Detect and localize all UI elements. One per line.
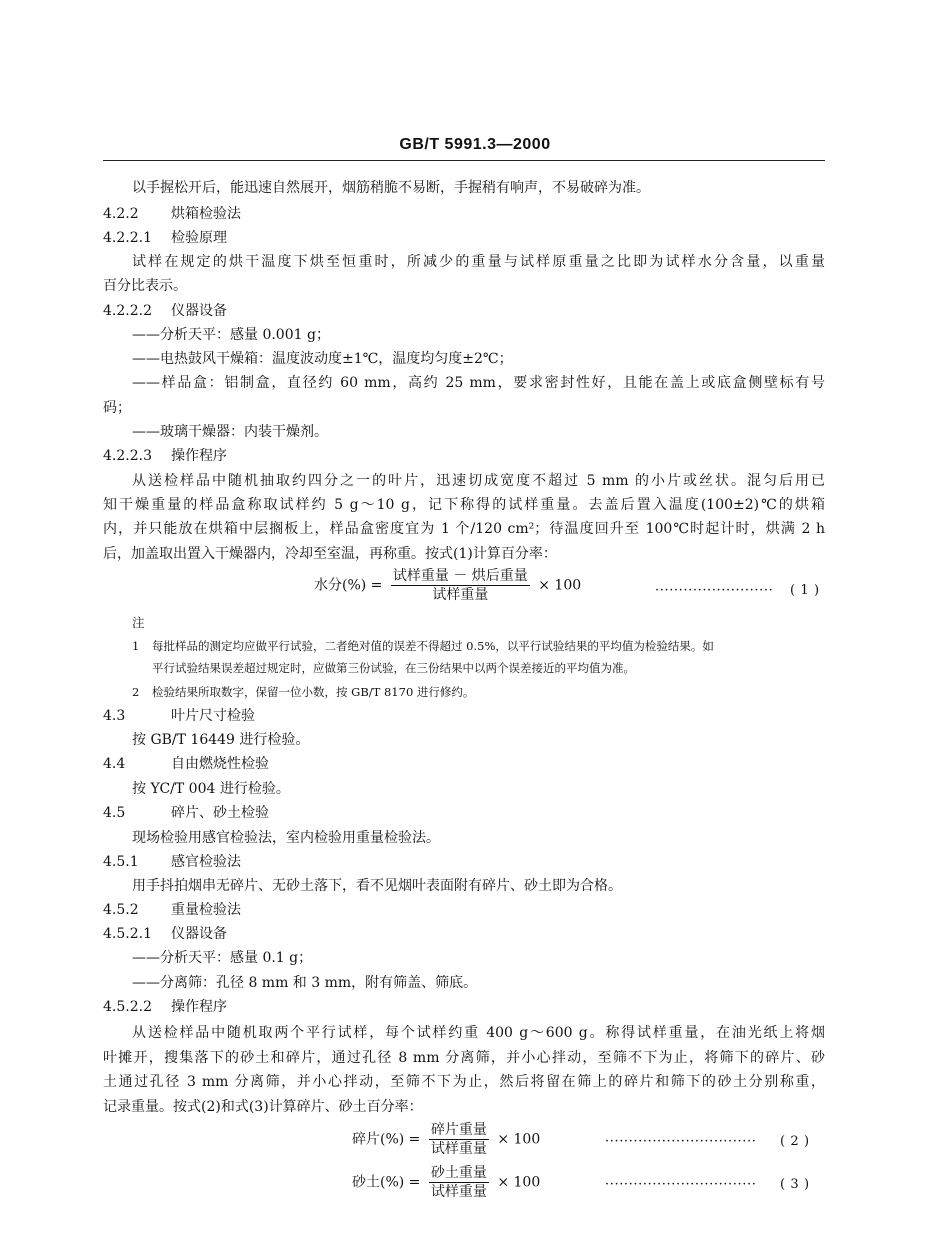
paragraph-line: 以手握松开后，能迅速自然展开，烟筋稍脆不易断，手握稍有响声，不易破碎为准。: [132, 180, 650, 196]
formula-label: ( 3 ): [780, 1177, 810, 1192]
section-heading: [103, 707, 825, 725]
note-title: 注: [132, 615, 145, 630]
paragraph-line: 按 GB/T 16449 进行检验。: [132, 732, 310, 748]
section-heading: [103, 755, 825, 773]
section-title: 操作程序: [171, 999, 227, 1015]
section-title: 检验原理: [171, 230, 227, 246]
list-item: ——电热鼓风干燥箱：温度波动度±1℃，温度均匀度±2℃；: [132, 351, 513, 367]
section-heading: [103, 853, 825, 871]
section-title: 仪器设备: [171, 926, 227, 942]
paragraph-line: 从送检样品中随机取两个平行试样，每个试样约重 400 g～600 g。称得试样重量，在油光纸上将烟: [132, 1025, 825, 1041]
paragraph-line: 按 YC/T 004 进行检验。: [132, 781, 290, 797]
paragraph-line: 土通过孔径 3 mm 分离筛，并小心拌动，至筛不下为止，然后将留在筛上的碎片和筛下的砂土分别称重，: [103, 1074, 825, 1090]
list-item: ——分析天平：感量 0.1 g；: [132, 950, 313, 966]
formula-numerator: 砂土重量: [430, 1165, 487, 1181]
section-title: 仪器设备: [171, 303, 227, 319]
section-heading: [103, 302, 825, 320]
section-heading: [103, 998, 825, 1016]
formula-denominator: 试样重量: [430, 1184, 487, 1200]
formula-label: ( 2 ): [780, 1134, 810, 1149]
section-number: 4.3: [103, 708, 126, 724]
list-item-continuation: 码；: [103, 400, 131, 416]
formula-denominator: 试样重量: [432, 587, 489, 603]
section-title: 感官检验法: [171, 854, 241, 870]
formula-fraction: [429, 1122, 489, 1157]
list-item: ——玻璃干燥器：内装干燥剂。: [132, 424, 328, 440]
note-number: 2: [132, 685, 140, 699]
section-number: 4.5: [103, 805, 126, 821]
formula-leader-dots: ·························: [655, 583, 774, 598]
formula-leader-dots: ································: [605, 1134, 757, 1149]
formula-2: [352, 1122, 540, 1157]
header-rule: [103, 160, 825, 161]
paragraph-line: 叶摊开，搜集落下的砂土和碎片，通过孔径 8 mm 分离筛，并小心拌动，至筛不下为止，将筛下的碎片、砂: [103, 1050, 825, 1066]
paragraph-line: 百分比表示。: [103, 278, 187, 294]
formula-1: [314, 568, 581, 603]
section-heading: [103, 229, 825, 247]
section-heading: [103, 925, 825, 943]
formula-leader-dots: ································: [605, 1177, 757, 1192]
formula-label: ( 1 ): [790, 583, 820, 598]
section-heading: [103, 804, 825, 822]
formula-denominator: 试样重量: [430, 1141, 487, 1157]
section-number: 4.2.2.1: [103, 230, 152, 246]
section-title: 碎片、砂土检验: [171, 805, 269, 821]
formula-numerator: 碎片重量: [430, 1122, 487, 1138]
paragraph-line: 从送检样品中随机抽取约四分之一的叶片，迅速切成宽度不超过 5 mm 的小片或丝状。混匀后用已: [132, 473, 825, 489]
page-header: GB/T 5991.3—2000: [399, 136, 551, 153]
section-title: 操作程序: [171, 448, 227, 464]
paragraph-line: 后，加盖取出置入干燥器内，冷却至室温，再称重。按式(1)计算百分率：: [103, 546, 557, 562]
section-number: 4.5.1: [103, 854, 139, 870]
section-heading: [103, 447, 825, 465]
section-heading: [103, 205, 825, 223]
paragraph-line: 用手抖拍烟串无碎片、无砂土落下，看不见烟叶表面附有碎片、砂土即为合格。: [132, 878, 622, 894]
formula-factor: × 100: [497, 1174, 541, 1191]
section-title: 叶片尺寸检验: [171, 708, 255, 724]
paragraph-line: 记录重量。按式(2)和式(3)计算碎片、砂土百分率：: [103, 1099, 423, 1115]
formula-factor: × 100: [538, 577, 582, 594]
note-text: 检验结果所取数字，保留一位小数，按 GB/T 8170 进行修约。: [152, 685, 475, 699]
section-number: 4.2.2.3: [103, 448, 152, 464]
note-text: 每批样品的测定均应做平行试验，二者绝对值的误差不得超过 0.5%，以平行试验结果的平均值为检验结果。如: [152, 639, 714, 653]
formula-lhs: 砂土(%) =: [352, 1174, 421, 1191]
section-heading: [103, 901, 825, 919]
section-number: 4.2.2: [103, 206, 139, 222]
paragraph-line: 试样在规定的烘干温度下烘至恒重时，所减少的重量与试样原重量之比即为试样水分含量，以重量: [132, 254, 825, 270]
note-number: 1: [132, 639, 140, 653]
paragraph-line: 内，并只能放在烘箱中层搁板上，样品盒密度宜为 1 个/120 cm²；待温度回升至 100℃时起计时，烘满 2 h: [103, 521, 825, 537]
list-item: ——分离筛：孔径 8 mm 和 3 mm，附有筛盖、筛底。: [132, 975, 478, 991]
formula-fraction: [429, 1165, 489, 1200]
section-number: 4.4: [103, 756, 126, 772]
formula-numerator: 试样重量 － 烘后重量: [392, 568, 528, 584]
paragraph-line: 现场检验用感官检验法，室内检验用重量检验法。: [132, 830, 440, 846]
section-number: 4.2.2.2: [103, 303, 152, 319]
list-item: ——样品盒：铝制盒，直径约 60 mm，高约 25 mm，要求密封性好，且能在盖上或底盒侧壁标有号: [132, 375, 825, 391]
section-title: 烘箱检验法: [171, 206, 241, 222]
list-item: ——分析天平：感量 0.001 g；: [132, 327, 330, 343]
section-title: 重量检验法: [171, 902, 241, 918]
section-number: 4.5.2.2: [103, 999, 152, 1015]
paragraph-line: 知干燥重量的样品盒称取试样约 5 g～10 g，记下称得的试样重量。去盖后置入温度(100±2)℃的烘箱: [103, 497, 825, 513]
section-number: 4.5.2: [103, 902, 139, 918]
formula-factor: × 100: [497, 1131, 541, 1148]
formula-lhs: 水分(%) =: [314, 577, 383, 594]
note-text: 平行试验结果误差超过规定时，应做第三份试验，在三份结果中以两个误差接近的平均值为准。: [152, 661, 635, 675]
formula-3: [352, 1165, 540, 1200]
formula-lhs: 碎片(%) =: [352, 1131, 421, 1148]
section-number: 4.5.2.1: [103, 926, 152, 942]
formula-fraction: [391, 568, 530, 603]
section-title: 自由燃烧性检验: [171, 756, 269, 772]
